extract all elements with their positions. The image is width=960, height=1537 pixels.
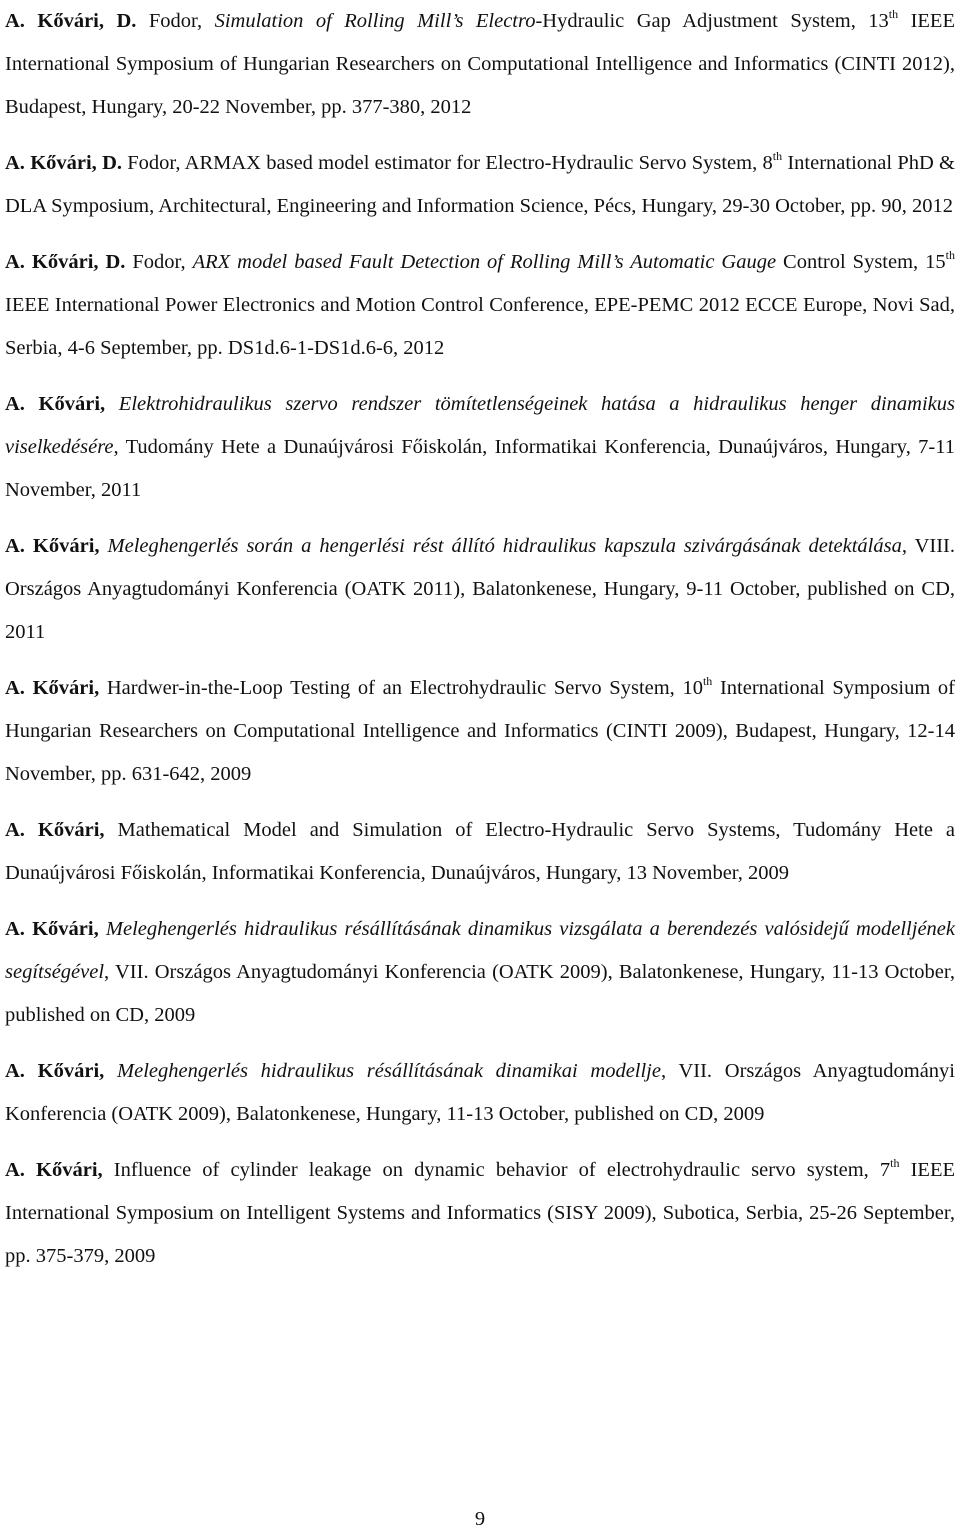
ordinal-suffix: th — [890, 1156, 900, 1170]
reference-entry — [5, 809, 955, 895]
reference-coauthor: Fodor, — [125, 251, 193, 273]
reference-coauthor — [104, 1060, 117, 1082]
reference-coauthor: Fodor, — [122, 152, 185, 174]
reference-venue-rest: International PhD & DLA Symposium, Architectural, Engineering and Information Science, Pécs, Hungary, 29-30 October, pp. 90, 2012 — [5, 152, 955, 217]
reference-coauthor — [105, 393, 119, 415]
reference-venue: , VII. Országos Anyagtudományi Konferencia (OATK 2009), Balatonkenese, Hungary, 11-13 October, published on CD, 2009 — [5, 961, 955, 1026]
reference-entry — [5, 142, 955, 228]
reference-entry — [5, 667, 955, 796]
reference-venue: , Tudomány Hete a Dunaújvárosi Főiskolán, Informatikai Konferencia, Dunaújváros, Hungary, 7-11 November, 2011 — [5, 436, 955, 501]
reference-authors: A. Kővári, — [5, 918, 99, 940]
reference-venue: Influence of cylinder leakage on dynamic behavior of electrohydraulic servo system, 7 — [113, 1159, 891, 1181]
ordinal-suffix: th — [702, 674, 713, 688]
reference-venue: ARMAX based model estimator for Electro-Hydraulic Servo System, 8 — [184, 152, 773, 174]
reference-entry — [5, 1149, 955, 1278]
reference-venue-rest: IEEE International Symposium on Intelligent Systems and Informatics (SISY 2009), Subotica, Serbia, 25-26 September, pp. 375-379, 2009 — [5, 1159, 955, 1267]
reference-entry — [5, 0, 955, 129]
reference-coauthor — [103, 1159, 114, 1181]
reference-title: Meleghengerlés hidraulikus résállításának dinamikai modellje — [117, 1060, 661, 1082]
reference-authors: A. Kővári, — [5, 535, 100, 557]
reference-title: Meleghengerlés hidraulikus résállításának dinamikus vizsgálata a berendezés valósidejű modelljének segítségével — [5, 918, 955, 983]
reference-authors: A. Kővári, — [5, 677, 100, 699]
reference-authors: A. Kővári, D. — [5, 10, 137, 32]
reference-entry — [5, 525, 955, 654]
reference-entry — [5, 383, 955, 512]
reference-authors: A. Kővári, — [5, 1060, 105, 1082]
reference-coauthor: Fodor, — [136, 10, 215, 32]
reference-authors: A. Kővári, — [5, 819, 105, 841]
reference-coauthor — [99, 677, 107, 699]
reference-entry — [5, 1050, 955, 1136]
ordinal-suffix: th — [772, 149, 783, 163]
reference-title: Elektrohidraulikus szervo rendszer tömítetlenségeinek hatása a hidraulikus henger dinamikus viselkedésére — [5, 393, 956, 458]
reference-venue: Control System, 15 — [776, 251, 946, 273]
reference-venue-rest: IEEE International Symposium of Hungarian Researchers on Computational Intelligence and Informatics (CINTI 2012), Budapest, Hungary, 20-22 November, pp. 377-380, 2012 — [5, 10, 955, 118]
ordinal-suffix: th — [945, 248, 955, 262]
reference-venue: , VII. Országos Anyagtudományi Konferencia (OATK 2009), Balatonkenese, Hungary, 11-13 October, published on CD, 2009 — [5, 1060, 955, 1125]
reference-authors: A. Kővári, D. — [5, 152, 122, 174]
reference-coauthor — [105, 819, 118, 841]
reference-venue: -Hydraulic Gap Adjustment System, 13 — [535, 10, 889, 32]
reference-venue-rest: IEEE International Power Electronics and Motion Control Conference, EPE-PEMC 2012 ECCE Europe, Novi Sad, Serbia, 4-6 September, pp. DS1d.6-1-DS1d.6-6, 2012 — [5, 294, 955, 359]
publication-list — [5, 0, 955, 1291]
reference-venue-rest: International Symposium of Hungarian Researchers on Computational Intelligence and Informatics (CINTI 2009), Budapest, Hungary, 12-14 November, pp. 631-642, 2009 — [5, 677, 956, 785]
reference-venue: , VIII. Országos Anyagtudományi Konferencia (OATK 2011), Balatonkenese, Hungary, 9-11 October, published on CD, 2011 — [5, 535, 956, 643]
reference-title: Meleghengerlés során a hengerlési rést állító hidraulikus kapszula szivárgásának detektálása — [107, 535, 902, 557]
reference-entry — [5, 908, 955, 1037]
reference-venue: Hardwer-in-the-Loop Testing of an Electrohydraulic Servo System, 10 — [106, 677, 703, 699]
reference-coauthor — [100, 535, 108, 557]
ordinal-suffix: th — [888, 7, 899, 21]
reference-entry — [5, 241, 955, 370]
reference-title: Simulation of Rolling Mill’s Electro — [214, 10, 536, 32]
reference-authors: A. Kővári, D. — [5, 251, 126, 273]
reference-coauthor — [99, 918, 106, 940]
reference-authors: A. Kővári, — [5, 393, 106, 415]
page-number: 9 — [474, 1508, 486, 1530]
reference-venue: Mathematical Model and Simulation of Electro-Hydraulic Servo Systems, Tudomány Hete a Dunaújvárosi Főiskolán, Informatikai Konferencia, Dunaújváros, Hungary, 13 November, 2009 — [5, 819, 956, 884]
reference-authors: A. Kővári, — [5, 1159, 103, 1181]
reference-title: ARX model based Fault Detection of Rolling Mill’s Automatic Gauge — [192, 251, 777, 273]
